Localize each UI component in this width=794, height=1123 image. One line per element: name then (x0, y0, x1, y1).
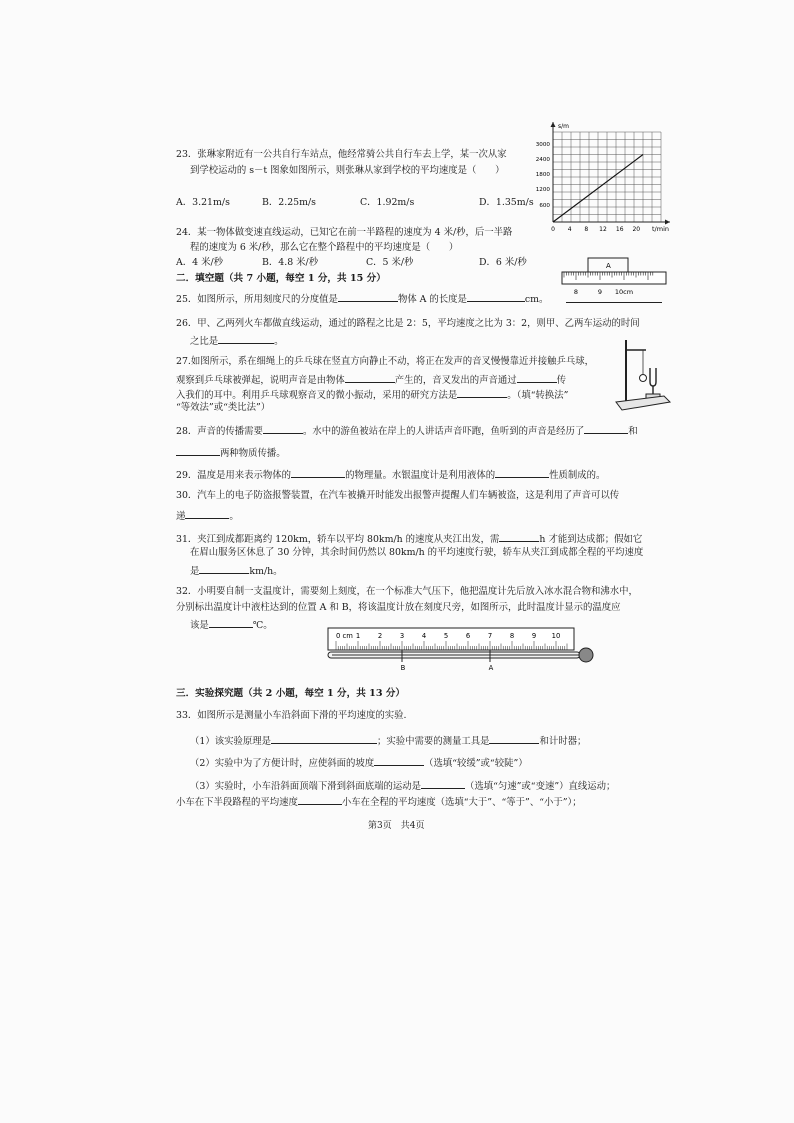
q33-blank-3[interactable] (374, 754, 424, 766)
q25 (176, 290, 548, 308)
q29-blank-2[interactable] (495, 466, 549, 478)
ruler-2-label-0: 0 cm (336, 632, 353, 640)
q29-text-a: 29．温度是用来表示物体的 (176, 470, 292, 481)
q32-line2: 分别标出温度计中液柱达到的位置 A 和 B，将该温度计放在刻度尺旁，如图所示，此时温度计显示的温度应 (176, 602, 621, 613)
s-t-graph (528, 118, 674, 236)
q33-part2 (190, 754, 528, 772)
q23-line1: 23．张琳家附近有一公共自行车站点，他经常骑公共自行车去上学，某一次从家 (176, 149, 507, 160)
q33-intro: 33．如图所示是测量小车沿斜面下滑的平均速度的实验. (176, 710, 407, 721)
q23-option-d: D．1.35m/s (479, 197, 534, 208)
q28-blank-1[interactable] (263, 422, 303, 434)
q33-p3-text-b: （选填“匀速”或“变速”）直线运动； (464, 781, 616, 792)
thermometer-bulb (579, 648, 593, 662)
x-tick-20: 20 (632, 226, 641, 233)
section-3-title: 三．实验探究题（共 2 小题，每空 1 分，共 13 分） (176, 688, 406, 699)
q33-p1-text-a: （1）该实验原理是 (190, 736, 271, 747)
x-tick-16: 16 (615, 226, 624, 233)
x-tick-8: 8 (584, 226, 589, 233)
ruler-2-label-3: 3 (399, 632, 405, 640)
y-tick-labels (536, 142, 551, 209)
q31-blank-1[interactable] (499, 530, 539, 542)
q25-extra-line (566, 302, 662, 303)
mark-b-label: B (400, 664, 406, 672)
q31-line2: 在眉山服务区休息了 30 分钟，其余时间仍然以 80km/h 的平均速度行驶，轿车从夹江到成都全程的平均速度 (190, 547, 644, 558)
q26-text-b: 。 (274, 336, 284, 347)
q24-line1: 24．某一物体做变速直线运动，已知它在前一半路程的速度为 4 米/秒，后一半路 (176, 227, 513, 238)
q29-blank-1[interactable] (291, 466, 345, 478)
ruler-thermometer-figure (324, 626, 604, 672)
q32-text-a: 该是 (190, 620, 209, 631)
y-axis-label: s/m (558, 123, 569, 130)
q33-part1 (190, 732, 586, 750)
q30-line1: 30．汽车上的电子防盗报警装置，在汽车被撬开时能发出报警声提醒人们车辆被盗，这是利用了声音可以传 (176, 490, 620, 501)
q33-p4-text-b: 小车在全程的平均速度（选填“大于”、“等于”、“小于”）； (341, 797, 582, 808)
q27-blank-3[interactable] (457, 386, 507, 398)
q25-blank-1[interactable] (338, 290, 398, 302)
q26-line1: 26．甲、乙两列火车都做直线运动，通过的路程之比是 2：5，平均速度之比为 3：2，则甲、乙两车运动的时间 (176, 318, 640, 329)
q27-text-c: 传 (556, 375, 567, 386)
q32-blank[interactable] (209, 616, 253, 628)
ping-pong-ball (640, 375, 647, 382)
section-2-title: 二．填空题（共 7 小题，每空 1 分，共 15 分） (176, 273, 386, 284)
q27-blank-1[interactable] (345, 371, 395, 383)
x-axis-arrow (665, 220, 670, 225)
q26-line2 (190, 332, 284, 350)
q33-p3-text-a: （3）实验时，小车沿斜面顶端下滑到斜面底端的运动是 (190, 781, 421, 792)
q31-text-d: km/h。 (249, 566, 283, 577)
q28-text-d: 两种物质传播。 (220, 448, 286, 459)
y-axis-arrow (551, 122, 556, 127)
q33-p1-text-b: ；实验中需要的测量工具是 (376, 736, 490, 747)
q28-line1 (176, 422, 638, 440)
y-tick-3000: 3000 (535, 142, 550, 148)
q25-blank-2[interactable] (467, 290, 525, 302)
q24-option-a: A．4 米/秒 (176, 257, 223, 268)
q27-text-a: 观察到乒乓球被弹起，说明声音是由物体 (176, 375, 345, 386)
q33-blank-5[interactable] (298, 793, 342, 805)
q30-line2 (176, 507, 239, 525)
q30-text-a: 递 (176, 511, 186, 522)
x-tick-0: 0 (551, 226, 555, 233)
q31-text-b: h 才能到达成都；假如它 (539, 534, 643, 545)
q30-blank[interactable] (185, 507, 229, 519)
q33-blank-1[interactable] (271, 732, 377, 744)
q25-text-c: cm。 (524, 294, 549, 305)
q26-text-a: 之比是 (190, 336, 219, 347)
q31-blank-2[interactable] (199, 562, 249, 574)
q24-option-b: B．4.8 米/秒 (262, 257, 319, 268)
y-tick-2400: 2400 (535, 157, 550, 163)
q24-option-d: D．6 米/秒 (479, 257, 527, 268)
x-tick-labels (551, 226, 640, 233)
q28-blank-2[interactable] (584, 422, 628, 434)
q23-option-b: B．2.25m/s (262, 197, 316, 208)
q28-text-b: 。水中的游鱼被站在岸上的人讲话声音吓跑，鱼听到的声音是经历了 (302, 426, 585, 437)
q26-blank[interactable] (218, 332, 274, 344)
stand-base (616, 396, 670, 410)
q27-blank-2[interactable] (517, 371, 557, 383)
q31-text-c: 是 (190, 566, 200, 577)
ruler-1-label-8: 8 (573, 288, 579, 296)
q33-blank-2[interactable] (489, 732, 539, 744)
q24-option-c: C．5 米/秒 (366, 257, 414, 268)
q32-text-b: ℃。 (252, 620, 273, 631)
q32-line3 (190, 616, 273, 634)
ruler-1-figure (560, 256, 670, 300)
q27-line4: “等效法”或“类比法”） (176, 402, 271, 413)
q33-p4-text-a: 小车在下半段路程的平均速度 (176, 797, 298, 808)
tuning-fork (650, 368, 656, 386)
q27-text-e: 。（填“转换法” (507, 390, 569, 401)
q30-text-b: 。 (229, 511, 239, 522)
q23-line2: 到学校运动的 s－t 图象如图所示，则张琳从家到学校的平均速度是（ ） (190, 165, 505, 176)
q27-text-b: 产生的，音叉发出的声音通过 (394, 375, 517, 386)
q31-line3 (190, 562, 283, 580)
q24-line2: 程的速度为 6 米/秒，那么它在整个路程中的平均速度是（ ） (190, 242, 459, 253)
ruler-2-label-2: 2 (377, 632, 383, 640)
page-footer: 第3页 共4页 (368, 821, 425, 831)
ruler-1-label-9: 9 (597, 288, 603, 296)
y-tick-1800: 1800 (535, 172, 550, 178)
x-tick-12: 12 (599, 226, 607, 233)
y-tick-1200: 1200 (535, 187, 550, 193)
q23-option-a: A．3.21m/s (176, 197, 230, 208)
q33-p1-text-c: 和计时器； (539, 736, 587, 747)
q33-p2-text-b: （选填“较缓”或“较陡”） (424, 758, 528, 769)
graph-grid (553, 132, 661, 222)
q29 (176, 466, 605, 484)
q28-text-a: 28．声音的传播需要 (176, 426, 263, 437)
ruler-2-label-1: 1 (355, 632, 361, 640)
y-tick-600: 600 (539, 203, 550, 209)
tuning-fork-apparatus (612, 336, 674, 414)
q29-text-c: 性质制成的。 (549, 470, 606, 481)
q33-blank-4[interactable] (421, 777, 465, 789)
q28-blank-3[interactable] (176, 444, 220, 456)
ruler-2-label-4: 4 (421, 632, 427, 640)
ruler-2-label-9: 9 (531, 632, 537, 640)
q33-p2-text-a: （2）实验中为了方便计时，应使斜面的坡度 (190, 758, 375, 769)
ruler-2-body (328, 628, 574, 650)
q32-line1: 32．小明要自制一支温度计，需要刻上刻度，在一个标准大气压下，他把温度计先后放入冰水混合物和沸水中， (176, 586, 638, 597)
ruler-1-label-10: 10cm (614, 288, 634, 296)
q28-line2 (176, 444, 286, 462)
ruler-2-label-6: 6 (465, 632, 471, 640)
q28-text-c: 和 (628, 426, 638, 437)
ruler-2-label-8: 8 (509, 632, 515, 640)
q25-text-b: 物体 A 的长度是 (397, 294, 467, 305)
mark-a-label: A (488, 664, 494, 672)
ruler-2-label-5: 5 (443, 632, 449, 640)
ruler-2-label-10: 10 (551, 632, 561, 640)
ruler-2-label-7: 7 (487, 632, 493, 640)
q31-text-a: 31．夹江到成都距离约 120km，轿车以平均 80km/h 的速度从夹江出发，需 (176, 534, 500, 545)
x-tick-4: 4 (567, 226, 572, 233)
q25-text-a: 25．如图所示，所用刻度尺的分度值是 (176, 294, 338, 305)
q27-line1: 27.如图所示，系在细绳上的乒乓球在竖直方向静止不动，将正在发声的音叉慢慢靠近并接触乒乓球， (176, 356, 595, 367)
object-a-label: A (606, 262, 611, 270)
q23-option-c: C．1.92m/s (360, 197, 415, 208)
q27-text-d: 入我们的耳中。利用乒乓球观察音叉的微小振动，采用的研究方法是 (176, 390, 458, 401)
q33-part4 (176, 793, 582, 811)
q29-text-b: 的物理量。水银温度计是利用液体的 (345, 470, 496, 481)
x-axis-label: t/min (652, 225, 669, 233)
